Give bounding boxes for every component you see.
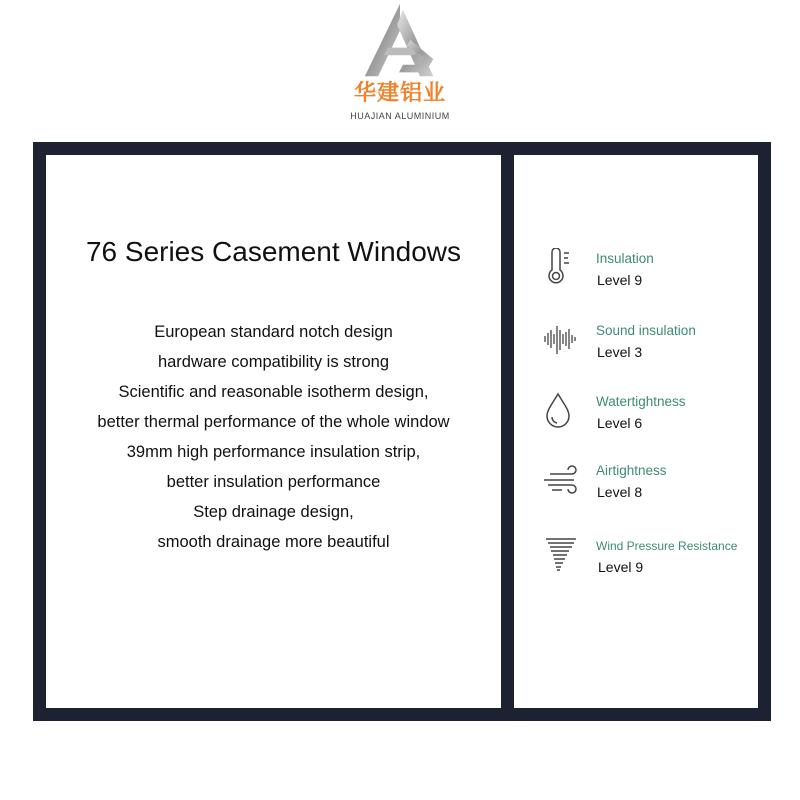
brand-logo	[325, 2, 475, 126]
feature-wind-pressure	[514, 535, 758, 595]
brand-name-cn: 华建铝业	[353, 81, 446, 106]
sound-wave-icon	[542, 320, 582, 360]
hj-logo-icon	[335, 2, 465, 80]
desc-line: better thermal performance of the whole window	[97, 413, 450, 431]
desc-line: Scientific and reasonable isotherm design,	[118, 383, 429, 401]
feature-label: Airtightness	[596, 463, 667, 478]
product-title: 76 Series Casement Windows	[85, 236, 462, 267]
description-panel	[46, 155, 501, 708]
features-panel	[514, 155, 758, 708]
feature-level: Level 6	[597, 415, 643, 431]
wind-icon	[542, 460, 582, 500]
feature-watertightness	[514, 391, 758, 451]
brand-name-en: HUAJIAN ALUMINIUM	[350, 111, 450, 121]
desc-line: Step drainage design,	[193, 503, 354, 521]
desc-line: 39mm high performance insulation strip,	[126, 443, 421, 461]
feature-insulation	[514, 248, 758, 308]
product-description	[46, 317, 501, 557]
desc-line: smooth drainage more beautiful	[157, 533, 390, 551]
desc-line: better insulation performance	[166, 473, 381, 491]
feature-level: Level 8	[597, 484, 643, 500]
feature-airtightness	[514, 460, 758, 520]
feature-level: Level 9	[597, 272, 643, 288]
feature-level: Level 3	[597, 344, 643, 360]
feature-label: Wind Pressure Resistance	[596, 539, 738, 553]
thermometer-icon	[542, 248, 582, 288]
feature-sound-insulation	[514, 320, 758, 380]
feature-label: Watertightness	[596, 394, 686, 409]
feature-level: Level 9	[598, 559, 644, 575]
window-frame	[33, 142, 771, 721]
desc-line: European standard notch design	[154, 323, 393, 341]
water-drop-icon	[542, 391, 582, 431]
tornado-icon	[542, 535, 582, 575]
feature-label: Sound insulation	[596, 323, 696, 338]
feature-label: Insulation	[596, 251, 654, 266]
desc-line: hardware compatibility is strong	[157, 353, 390, 371]
